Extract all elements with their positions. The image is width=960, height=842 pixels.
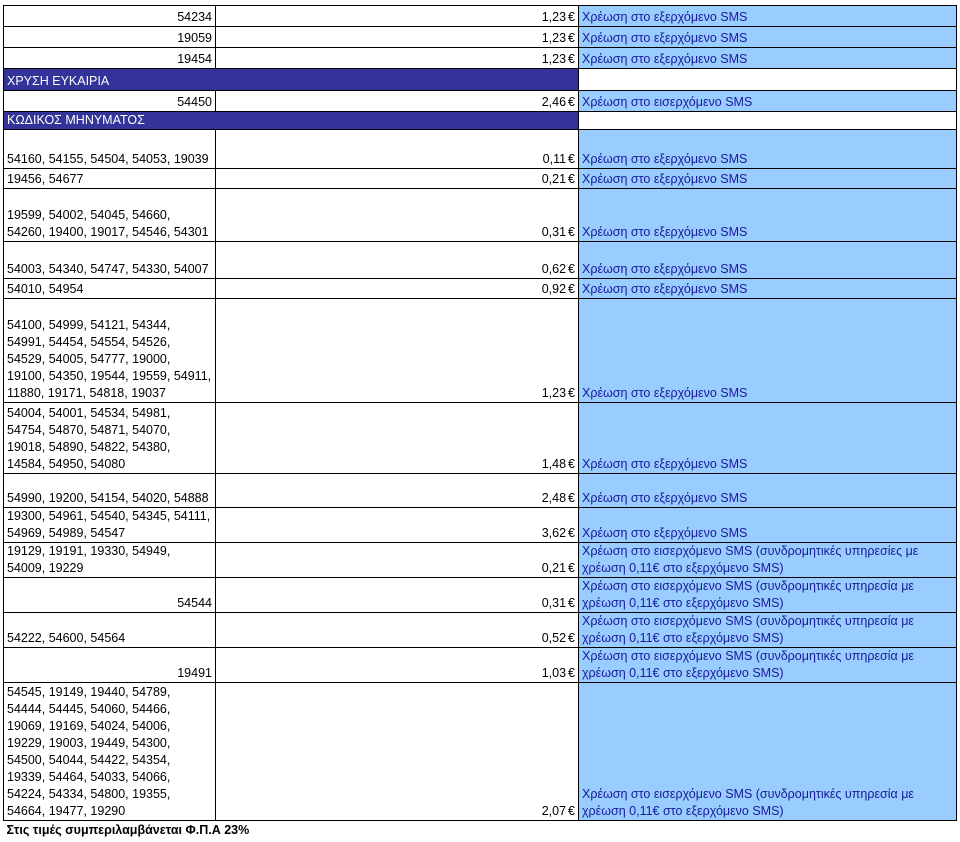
currency-symbol: €: [568, 631, 575, 645]
price-value: 1,23: [541, 31, 567, 45]
message-codes-cell: 54100, 54999, 54121, 54344, 54991, 54454, 54554, 54526, 54529, 54005, 54777, 19000, 19100, 54350, 19544, 19559, 54911, 11880, 19171, 54818, 19037: [4, 299, 216, 403]
charge-description-cell: Χρέωση στο εξερχόμενο SMS: [579, 299, 957, 403]
charge-description-cell: Χρέωση στο εισερχόμενο SMS (συνδρομητικές υπηρεσία με χρέωση 0,11€ στο εξερχόμενο SMS): [579, 648, 957, 683]
price-cell: [216, 189, 579, 242]
table-row: [4, 27, 957, 48]
currency-symbol: €: [568, 10, 575, 24]
message-codes-cell: 54004, 54001, 54534, 54981, 54754, 54870, 54871, 54070, 19018, 54890, 54822, 54380, 14584, 54950, 54080: [4, 403, 216, 474]
table-row: [4, 648, 957, 683]
price-cell: [216, 508, 579, 543]
table-row: [4, 130, 957, 169]
footer-row: [4, 821, 957, 839]
table-row: [4, 613, 957, 648]
price-value: 0,31: [541, 596, 567, 610]
price-value: 0,21: [541, 561, 567, 575]
message-codes-cell: 54160, 54155, 54504, 54053, 19039: [4, 130, 216, 169]
message-codes-cell: 54450: [4, 91, 216, 112]
charge-description-cell: Χρέωση στο εξερχόμενο SMS: [579, 279, 957, 299]
price-cell: [216, 543, 579, 578]
price-cell: [216, 242, 579, 279]
currency-symbol: €: [568, 526, 575, 540]
message-codes-cell: 54990, 19200, 54154, 54020, 54888: [4, 474, 216, 508]
table-row: [4, 683, 957, 821]
charge-description-cell: Χρέωση στο εισερχόμενο SMS (συνδρομητικές υπηρεσίες με χρέωση 0,11€ στο εξερχόμενο SMS): [579, 543, 957, 578]
currency-symbol: €: [568, 457, 575, 471]
charge-description-cell: Χρέωση στο εισερχόμενο SMS (συνδρομητικές υπηρεσία με χρέωση 0,11€ στο εξερχόμενο SMS): [579, 683, 957, 821]
price-value: 0,21: [541, 172, 567, 186]
price-cell: [216, 91, 579, 112]
currency-symbol: €: [568, 386, 575, 400]
currency-symbol: €: [568, 52, 575, 66]
currency-symbol: €: [568, 95, 575, 109]
section-header-label: ΚΩΔΙΚΟΣ ΜΗΝΥΜΑΤΟΣ: [4, 112, 579, 130]
currency-symbol: €: [568, 225, 575, 239]
table-row: [4, 91, 957, 112]
price-value: 0,92: [541, 282, 567, 296]
table-row: [4, 543, 957, 578]
table-row: [4, 48, 957, 69]
message-codes-cell: 54545, 19149, 19440, 54789, 54444, 54445, 54060, 54466, 19069, 19169, 54024, 54006, 19229, 19003, 19449, 54300, 54500, 54044, 54422, 54354, 19339, 54464, 54033, 54066, 54224, 54334, 54800, 19355, 54664, 19477, 19290: [4, 683, 216, 821]
charge-description-cell: Χρέωση στο εξερχόμενο SMS: [579, 130, 957, 169]
charge-description-cell: Χρέωση στο εισερχόμενο SMS: [579, 91, 957, 112]
table-row: [4, 474, 957, 508]
message-codes-cell: 54222, 54600, 54564: [4, 613, 216, 648]
price-cell: [216, 48, 579, 69]
price-cell: [216, 403, 579, 474]
price-cell: [216, 683, 579, 821]
price-value: 3,62: [541, 526, 567, 540]
price-value: 1,23: [541, 52, 567, 66]
table-row: [4, 242, 957, 279]
currency-symbol: €: [568, 596, 575, 610]
currency-symbol: €: [568, 262, 575, 276]
charge-description-cell: Χρέωση στο εξερχόμενο SMS: [579, 6, 957, 27]
price-value: 1,48: [541, 457, 567, 471]
section-header-empty-cell: [579, 112, 957, 130]
price-value: 2,46: [541, 95, 567, 109]
message-codes-cell: 19059: [4, 27, 216, 48]
price-value: 0,31: [541, 225, 567, 239]
message-codes-cell: 54544: [4, 578, 216, 613]
message-codes-cell: 19454: [4, 48, 216, 69]
message-codes-cell: 19300, 54961, 54540, 54345, 54111, 54969, 54989, 54547: [4, 508, 216, 543]
price-value: 1,03: [541, 666, 567, 680]
charge-description-cell: Χρέωση στο εξερχόμενο SMS: [579, 242, 957, 279]
currency-symbol: €: [568, 282, 575, 296]
charge-description-cell: Χρέωση στο εξερχόμενο SMS: [579, 474, 957, 508]
price-cell: [216, 27, 579, 48]
price-value: 0,62: [541, 262, 567, 276]
message-codes-cell: 19599, 54002, 54045, 54660, 54260, 19400, 19017, 54546, 54301: [4, 189, 216, 242]
price-cell: [216, 474, 579, 508]
charge-description-cell: Χρέωση στο εξερχόμενο SMS: [579, 403, 957, 474]
charge-description-cell: Χρέωση στο εισερχόμενο SMS (συνδρομητικές υπηρεσία με χρέωση 0,11€ στο εξερχόμενο SMS): [579, 613, 957, 648]
charge-description-cell: Χρέωση στο εξερχόμενο SMS: [579, 169, 957, 189]
charge-description-cell: Χρέωση στο εισερχόμενο SMS (συνδρομητικές υπηρεσία με χρέωση 0,11€ στο εξερχόμενο SMS): [579, 578, 957, 613]
table-row: [4, 169, 957, 189]
table-row: [4, 508, 957, 543]
pricing-table-body: [4, 6, 957, 839]
price-value: 2,48: [541, 491, 567, 505]
price-cell: [216, 648, 579, 683]
currency-symbol: €: [568, 804, 575, 818]
price-cell: [216, 578, 579, 613]
table-row: [4, 578, 957, 613]
message-codes-cell: 54234: [4, 6, 216, 27]
table-row: [4, 403, 957, 474]
section-header-label: ΧΡΥΣΗ ΕΥΚΑΙΡΙΑ: [4, 69, 579, 91]
price-value: 0,52: [541, 631, 567, 645]
currency-symbol: €: [568, 666, 575, 680]
table-row: [4, 6, 957, 27]
price-value: 2,07: [541, 804, 567, 818]
currency-symbol: €: [568, 561, 575, 575]
price-cell: [216, 6, 579, 27]
message-codes-cell: 54003, 54340, 54747, 54330, 54007: [4, 242, 216, 279]
currency-symbol: €: [568, 491, 575, 505]
section-header-row: [4, 112, 957, 130]
price-cell: [216, 169, 579, 189]
table-row: [4, 299, 957, 403]
price-value: 1,23: [541, 10, 567, 24]
section-header-empty-cell: [579, 69, 957, 91]
price-cell: [216, 279, 579, 299]
section-header-row: [4, 69, 957, 91]
charge-description-cell: Χρέωση στο εξερχόμενο SMS: [579, 189, 957, 242]
vat-note: Στις τιμές συμπεριλαμβάνεται Φ.Π.Α 23%: [4, 821, 957, 839]
price-cell: [216, 613, 579, 648]
currency-symbol: €: [568, 172, 575, 186]
charge-description-cell: Χρέωση στο εξερχόμενο SMS: [579, 27, 957, 48]
message-codes-cell: 19491: [4, 648, 216, 683]
price-cell: [216, 299, 579, 403]
currency-symbol: €: [568, 31, 575, 45]
price-cell: [216, 130, 579, 169]
table-row: [4, 189, 957, 242]
pricing-table: [3, 5, 957, 839]
table-row: [4, 279, 957, 299]
price-value: 1,23: [541, 386, 567, 400]
charge-description-cell: Χρέωση στο εξερχόμενο SMS: [579, 508, 957, 543]
message-codes-cell: 54010, 54954: [4, 279, 216, 299]
currency-symbol: €: [568, 152, 575, 166]
price-value: 0,11: [542, 152, 567, 166]
message-codes-cell: 19456, 54677: [4, 169, 216, 189]
charge-description-cell: Χρέωση στο εξερχόμενο SMS: [579, 48, 957, 69]
message-codes-cell: 19129, 19191, 19330, 54949, 54009, 19229: [4, 543, 216, 578]
